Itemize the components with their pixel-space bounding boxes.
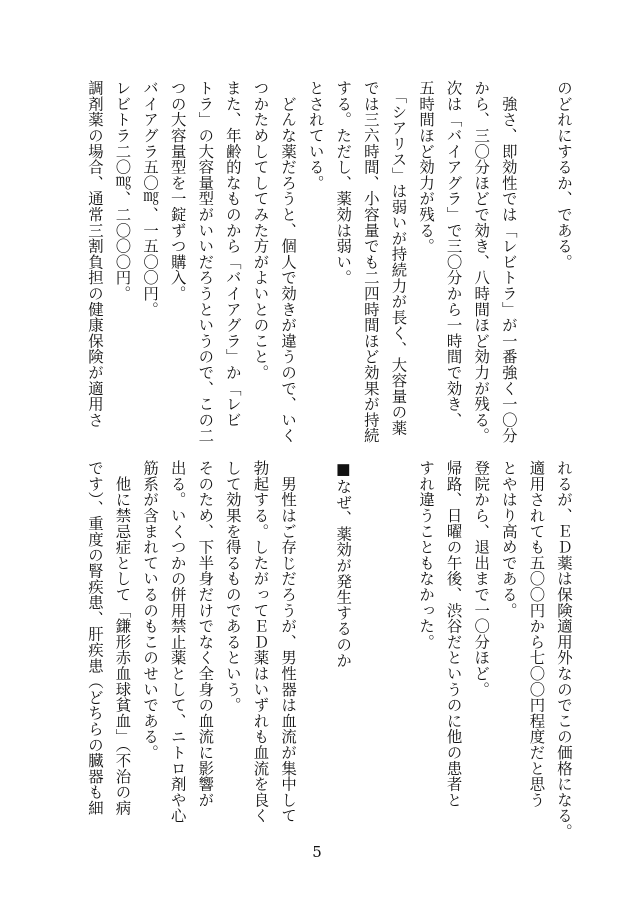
- lower-text-block: [80, 460, 577, 840]
- upper-text-block: [80, 80, 577, 444]
- text-line: 勃起する。したがってＥＤ薬はいずれも血流を良く: [251, 460, 270, 824]
- text-line: [301, 460, 329, 820]
- text-line: すれ違うこともなかった。: [417, 460, 436, 650]
- text-line: 調剤薬の場合、通常三割負担の健康保険が適用さ: [85, 80, 104, 428]
- page-number: 5: [312, 843, 322, 861]
- text-line: れるが、ＥＤ薬は保険適用外なのでこの価格になる。: [555, 460, 573, 840]
- text-line: トラ」の大容量型がいいだろうというので、この二: [196, 80, 215, 444]
- text-line: バイアグラ五〇㎎、一五〇〇円。: [141, 80, 160, 317]
- text-line: とやはり高めである。: [499, 460, 518, 618]
- text-line: です）、重度の腎疾患、肝疾患（どちらの臓器も細: [85, 460, 104, 816]
- text-line: 他に禁忌症として「鎌形赤血球貧血」（不治の病: [113, 460, 132, 816]
- text-line: では三六時間、小容量でも二四時間ほど効果が持続: [361, 80, 380, 444]
- text-line: して効果を得るものであるという。: [223, 460, 242, 713]
- text-line: ■なぜ、薬効が発生するのか: [334, 460, 353, 668]
- text-line: [384, 460, 412, 820]
- text-line: レビトラ二〇㎎、二〇〇〇円。: [113, 80, 132, 302]
- text-line: 出る。いくつかの併用禁止薬として、ニトロ剤や心: [168, 460, 187, 824]
- text-line: 筋系が含まれているのもこのせいである。: [141, 460, 160, 761]
- text-line: また、年齢的なものから「バイアグラ」か「レビ: [223, 80, 242, 428]
- text-line: 次は「バイアグラ」で三〇分から一時間で効き、: [444, 80, 463, 428]
- text-line: つかためしてしてみた方がよいとのこと。: [251, 80, 270, 381]
- text-line: 五時間ほど効力が残る。: [417, 80, 436, 254]
- text-line: どんな薬だろうと、個人で効きが違うので、いく: [279, 80, 298, 444]
- text-line: 登院から、退出まで一〇分ほど。: [472, 460, 491, 697]
- text-line: [522, 80, 550, 410]
- text-line: から、三〇分ほどで効き、八時間ほど効力が残る。: [472, 80, 491, 444]
- text-line: [356, 460, 384, 820]
- text-line: のどれにするか、である。: [555, 80, 573, 270]
- text-line: 「シアリス」は弱いが持続力が長く、大容量の薬: [389, 80, 408, 436]
- text-line: 適用されても五〇〇円から七〇〇円程度だと思う: [527, 460, 546, 808]
- text-line: とされている。: [306, 80, 325, 191]
- text-line: 帰路、日曜の午後、渋谷だというのに他の患者と: [444, 460, 463, 808]
- text-line: 男性はご存じだろうが、男性器は血流が集中して: [279, 460, 298, 824]
- text-line: つの大容量型を一錠ずつ購入。: [168, 80, 187, 302]
- text-line: 強さ、即効性では「レビトラ」が一番強く一〇分: [499, 80, 518, 444]
- text-line: する。ただし、薬効は弱い。: [334, 80, 353, 286]
- text-line: そのため、下半身だけでなく全身の血流に影響が: [196, 460, 215, 808]
